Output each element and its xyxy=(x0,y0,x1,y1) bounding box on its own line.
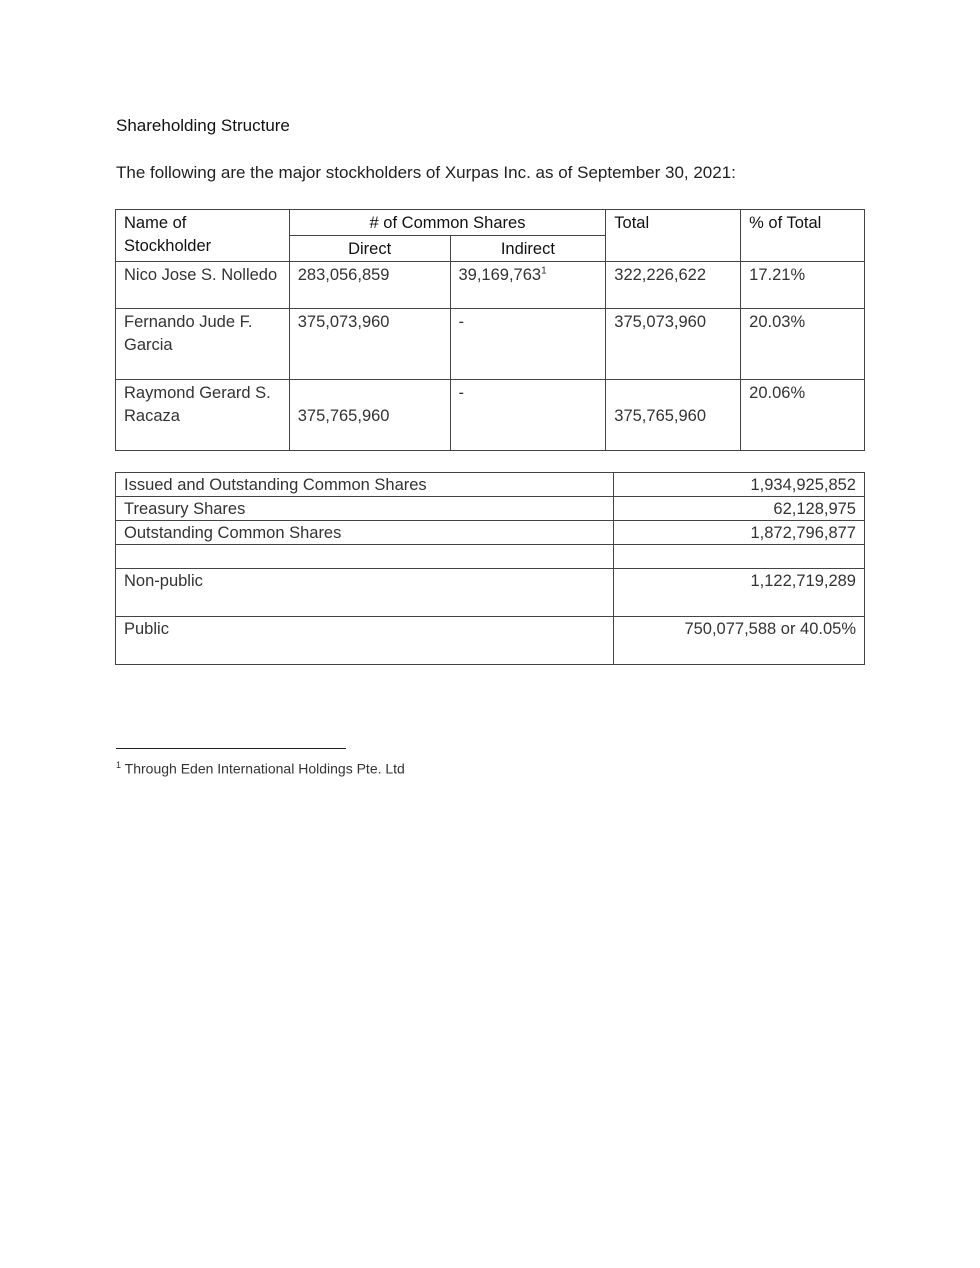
shares-label: Outstanding Common Shares xyxy=(116,521,614,545)
direct-value: 375,765,960 xyxy=(297,407,390,425)
shares-value xyxy=(614,545,865,569)
header-indirect: Indirect xyxy=(450,236,606,262)
section-title: Shareholding Structure xyxy=(116,116,290,135)
shares-summary-table xyxy=(115,472,865,665)
footnote-divider xyxy=(116,748,346,749)
shares-value: 1,934,925,852 xyxy=(614,473,865,497)
holder-total: 322,226,622 xyxy=(606,262,741,309)
holder-total: 375,073,960 xyxy=(606,309,741,380)
shares-value: 750,077,588 or 40.05% xyxy=(614,617,865,665)
holder-direct xyxy=(289,380,450,451)
shares-label: Non-public xyxy=(116,569,614,617)
shares-label xyxy=(116,545,614,569)
holder-direct: 283,056,859 xyxy=(289,262,450,309)
table-row xyxy=(116,309,865,380)
holder-name-line1: Fernando Jude F. xyxy=(124,313,253,331)
holder-indirect: - xyxy=(450,380,606,451)
footnote-text: Through Eden International Holdings Pte. Ltd xyxy=(124,760,405,777)
table-header-row xyxy=(116,210,865,236)
holder-name-line2: Garcia xyxy=(124,336,173,354)
holder-direct: 375,073,960 xyxy=(289,309,450,380)
indirect-value: 39,169,763 xyxy=(458,266,542,284)
table-row xyxy=(116,262,865,309)
table-row xyxy=(116,473,865,497)
holder-pct: 20.03% xyxy=(741,309,865,380)
header-pct: % of Total xyxy=(741,210,865,262)
holder-total xyxy=(606,380,741,451)
shares-label: Public xyxy=(116,617,614,665)
holder-name: Nico Jose S. Nolledo xyxy=(116,262,290,309)
intro-text: The following are the major stockholders of Xurpas Inc. as of September 30, 2021: xyxy=(116,163,736,182)
header-total: Total xyxy=(606,210,741,262)
table-row xyxy=(116,617,865,665)
holder-name xyxy=(116,380,290,451)
total-value: 375,765,960 xyxy=(614,407,707,425)
holder-name-line2: Racaza xyxy=(124,407,180,425)
table-row xyxy=(116,569,865,617)
shares-value: 1,122,719,289 xyxy=(614,569,865,617)
table-row xyxy=(116,380,865,451)
table-row xyxy=(116,521,865,545)
holder-name-line1: Raymond Gerard S. xyxy=(124,384,271,402)
holder-indirect xyxy=(450,262,606,309)
shares-value: 1,872,796,877 xyxy=(614,521,865,545)
holder-name xyxy=(116,309,290,380)
header-name xyxy=(116,210,290,262)
table-row-empty xyxy=(116,545,865,569)
shares-label: Issued and Outstanding Common Shares xyxy=(116,473,614,497)
holder-pct: 20.06% xyxy=(741,380,865,451)
footnote-marker: 1 xyxy=(116,760,122,770)
header-direct: Direct xyxy=(289,236,450,262)
footnote-ref: 1 xyxy=(541,265,547,277)
header-name-line1: Name of xyxy=(124,214,187,232)
stockholders-table xyxy=(115,209,865,451)
holder-indirect: - xyxy=(450,309,606,380)
holder-pct: 17.21% xyxy=(741,262,865,309)
header-name-line2: Stockholder xyxy=(124,237,212,255)
footnote xyxy=(116,760,405,777)
header-common-shares: # of Common Shares xyxy=(289,210,606,236)
shares-value: 62,128,975 xyxy=(614,497,865,521)
shares-label: Treasury Shares xyxy=(116,497,614,521)
table-row xyxy=(116,497,865,521)
